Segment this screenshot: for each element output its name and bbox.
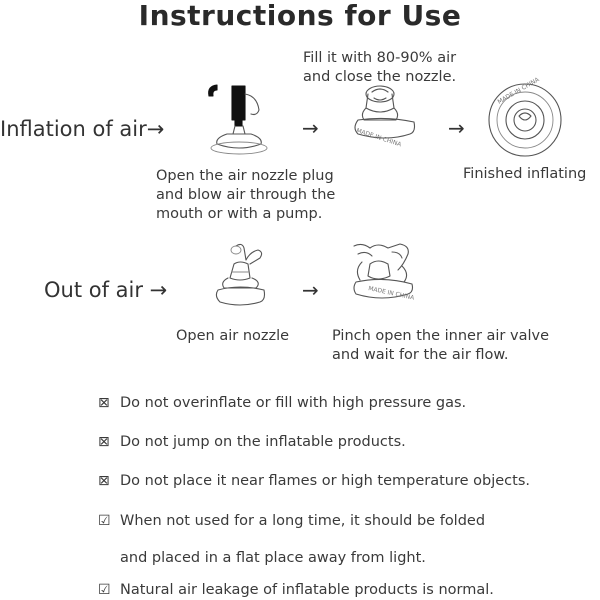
cross-box-icon: ⊠ bbox=[98, 434, 110, 450]
rule-item bbox=[98, 471, 530, 491]
page-title: Instructions for Use bbox=[138, 0, 462, 32]
open-plug-caption-line-2: and blow air through the bbox=[156, 187, 336, 203]
rule-item bbox=[98, 432, 406, 452]
valve-closed-sketch bbox=[350, 82, 422, 148]
rule-text: Do not overinflate or fill with high pressure gas. bbox=[120, 395, 467, 411]
pinch-caption-line-1: Pinch open the inner air valve bbox=[332, 328, 549, 344]
valve-closed-text: MADE IN CHINA bbox=[355, 127, 403, 149]
pinch-valve-sketch bbox=[348, 240, 420, 308]
valve-finished-text: MADE IN CHINA bbox=[496, 76, 541, 106]
rule-text: Do not place it near flames or high temperature objects. bbox=[120, 473, 531, 489]
inflation-arrow-1: → bbox=[302, 116, 319, 140]
pinch-caption-line-2: and wait for the air flow. bbox=[332, 347, 509, 363]
valve-open-pump-sketch bbox=[205, 82, 273, 160]
cross-box-icon: ⊠ bbox=[98, 473, 110, 489]
rule-text: and placed in a flat place away from light. bbox=[120, 550, 426, 566]
pinch-caption bbox=[332, 327, 549, 365]
valve-opened-sketch bbox=[212, 242, 270, 312]
open-nozzle-caption: Open air nozzle bbox=[176, 328, 290, 344]
check-box-icon: ☑ bbox=[98, 582, 111, 598]
rule-item bbox=[98, 580, 494, 600]
rule-item bbox=[98, 393, 466, 413]
open-plug-caption-line-1: Open the air nozzle plug bbox=[156, 168, 334, 184]
cross-box-icon: ⊠ bbox=[98, 395, 110, 411]
inflation-arrow-2: → bbox=[448, 116, 465, 140]
open-plug-caption bbox=[156, 167, 335, 224]
deflation-label: Out of air → bbox=[44, 278, 168, 302]
rule-item-continued bbox=[120, 548, 426, 568]
inflation-label: Inflation of air→ bbox=[0, 117, 165, 141]
pinch-valve-text: MADE IN CHINA bbox=[367, 285, 415, 302]
fill-caption-line-2: and close the nozzle. bbox=[303, 69, 457, 85]
rule-text: Do not jump on the inflatable products. bbox=[120, 434, 406, 450]
rule-item bbox=[98, 511, 485, 531]
valve-finished-sketch bbox=[487, 76, 563, 158]
rule-text: Natural air leakage of inflatable products is normal. bbox=[120, 582, 494, 598]
open-plug-caption-line-3: mouth or with a pump. bbox=[156, 206, 323, 222]
check-box-icon: ☑ bbox=[98, 513, 111, 529]
fill-caption-line-1: Fill it with 80-90% air bbox=[303, 50, 457, 66]
deflation-arrow: → bbox=[302, 278, 319, 302]
rule-text: When not used for a long time, it should be folded bbox=[120, 513, 486, 529]
finished-caption: Finished inflating bbox=[463, 166, 587, 182]
